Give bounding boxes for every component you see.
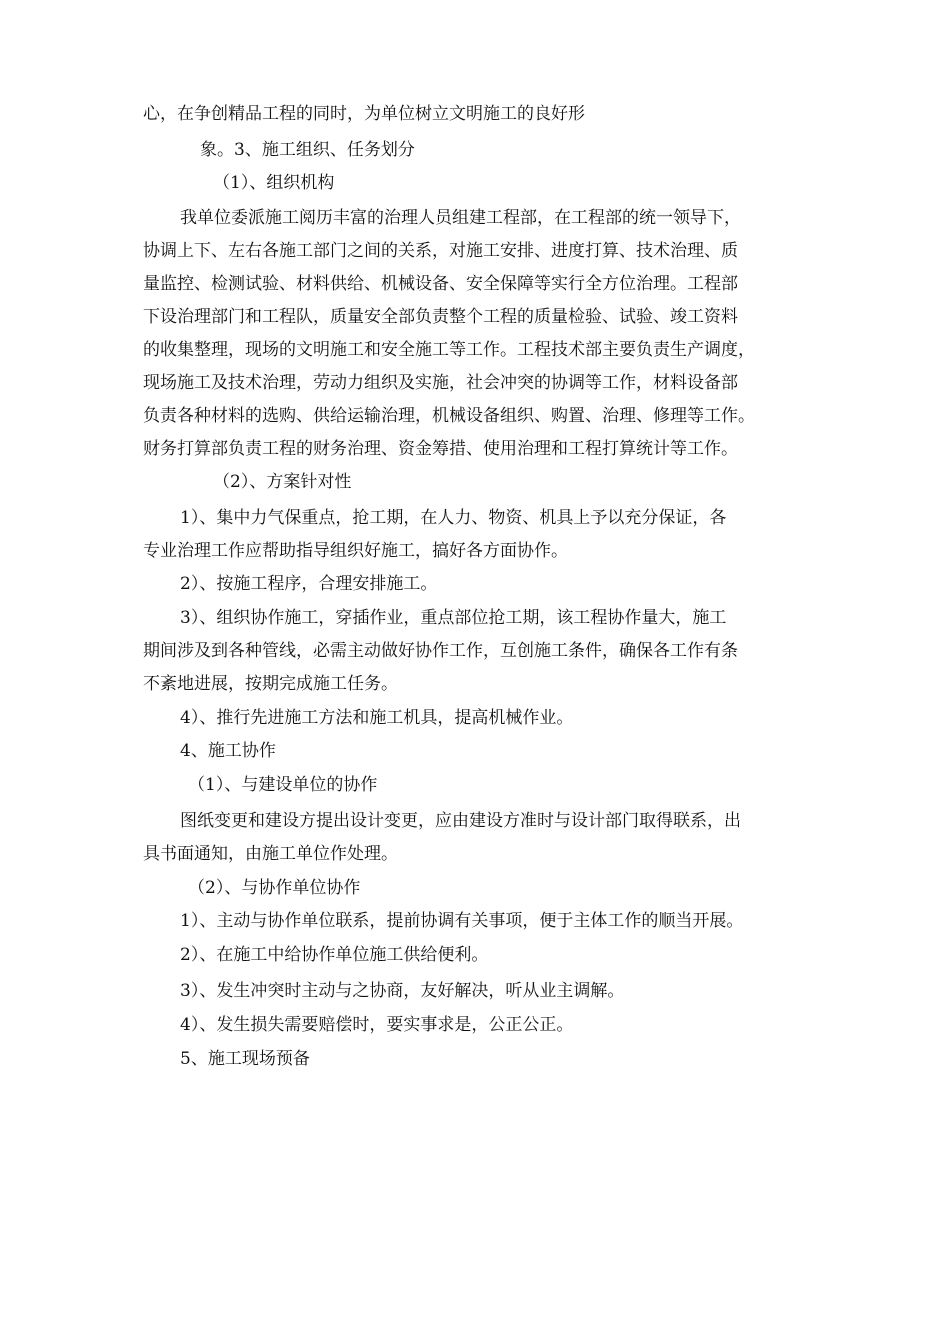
subsection-heading: （2）、与协作单位协作 bbox=[188, 878, 361, 898]
text-line: 4）、推行先进施工方法和施工机具，提高机械作业。 bbox=[180, 708, 574, 728]
text-line: 3）、组织协作施工，穿插作业，重点部位抢工期，该工程协作量大，施工 bbox=[180, 608, 727, 628]
text-line: 图纸变更和建设方提出设计变更，应由建设方准时与设计部门取得联系，出 bbox=[180, 811, 741, 831]
text-line: 财务打算部负责工程的财务治理、资金筹措、使用治理和工程打算统计等工作。 bbox=[143, 439, 738, 459]
text-line: 下设治理部门和工程队，质量安全部负责整个工程的质量检验、试验、竣工资料 bbox=[143, 307, 738, 327]
text-line: 负责各种材料的选购、供给运输治理，机械设备组织、购置、治理、修理等工作。 bbox=[143, 406, 755, 426]
text-line: 4）、发生损失需要赔偿时，要实事求是，公正公正。 bbox=[180, 1015, 574, 1035]
subsection-heading: （1）、与建设单位的协作 bbox=[188, 775, 378, 795]
text-line: 的收集整理，现场的文明施工和安全施工等工作。工程技术部主要负责生产调度， bbox=[143, 340, 755, 360]
text-line: 心，在争创精品工程的同时，为单位树立文明施工的良好形 bbox=[143, 104, 585, 124]
text-line: 不紊地进展，按期完成施工任务。 bbox=[143, 674, 398, 694]
text-line: 2）、在施工中给协作单位施工供给便利。 bbox=[180, 945, 489, 965]
text-line: 量监控、检测试验、材料供给、机械设备、安全保障等实行全方位治理。工程部 bbox=[143, 274, 738, 294]
text-line: 我单位委派施工阅历丰富的治理人员组建工程部，在工程部的统一领导下， bbox=[180, 208, 741, 228]
text-line: 协调上下、左右各施工部门之间的关系，对施工安排、进度打算、技术治理、质 bbox=[143, 241, 738, 261]
section-heading: 5、施工现场预备 bbox=[180, 1049, 310, 1069]
text-line: 专业治理工作应帮助指导组织好施工，搞好各方面协作。 bbox=[143, 541, 568, 561]
section-heading: 象。3、施工组织、任务划分 bbox=[200, 140, 415, 160]
text-line: 具书面通知，由施工单位作处理。 bbox=[143, 844, 398, 864]
text-line: 3）、发生冲突时主动与之协商，友好解决，听从业主调解。 bbox=[180, 981, 625, 1001]
section-heading: 4、施工协作 bbox=[180, 741, 276, 761]
subsection-heading: （2）、方案针对性 bbox=[213, 472, 352, 492]
text-line: 2）、按施工程序，合理安排施工。 bbox=[180, 574, 438, 594]
text-line: 1）、集中力气保重点，抢工期，在人力、物资、机具上予以充分保证，各 bbox=[180, 508, 727, 528]
text-line: 现场施工及技术治理，劳动力组织及实施，社会冲突的协调等工作，材料设备部 bbox=[143, 373, 738, 393]
subsection-heading: （1）、组织机构 bbox=[213, 173, 335, 193]
text-line: 期间涉及到各种管线，必需主动做好协作工作，互创施工条件，确保各工作有条 bbox=[143, 641, 738, 661]
text-line: 1）、主动与协作单位联系，提前协调有关事项，便于主体工作的顺当开展。 bbox=[180, 911, 744, 931]
